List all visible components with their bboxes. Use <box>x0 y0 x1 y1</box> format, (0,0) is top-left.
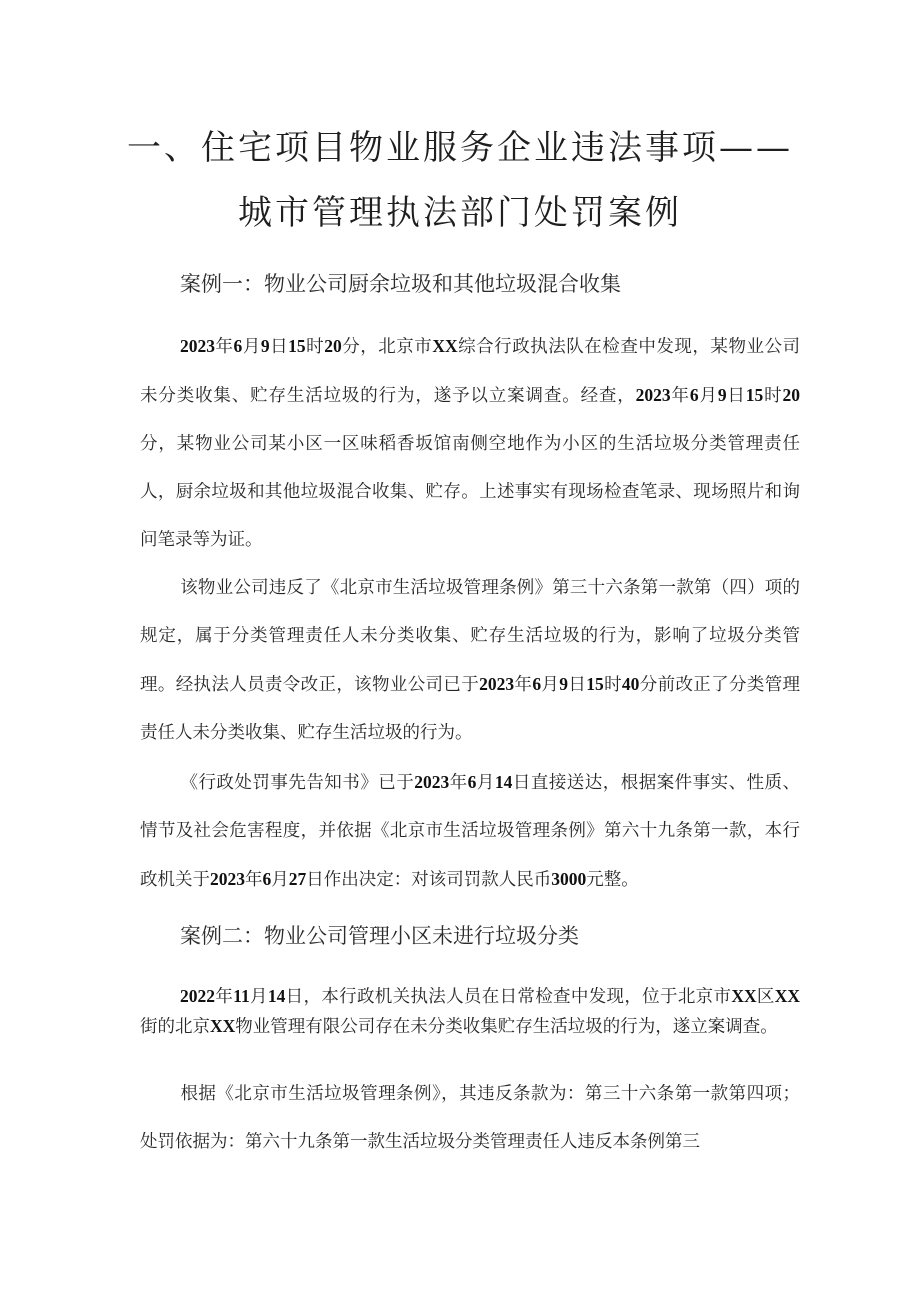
emphasized-number: 2023 <box>210 869 245 889</box>
emphasized-number: 2023 <box>180 336 215 356</box>
case-1-paragraph-2: 该物业公司违反了《北京市生活垃圾管理条例》第三十六条第一款第（四）项的规定，属于分类管理责任人未分类收集、贮存生活垃圾的行为，影响了垃圾分类管理。经执法人员责令改正，该物业公司已于2023年6月9日15时40分前改正了分类管理责任人未分类收集、贮存生活垃圾的行为。 <box>140 578 801 743</box>
emphasized-number: 11 <box>233 986 250 1006</box>
emphasized-number: 2023 <box>479 674 515 694</box>
emphasized-number: 6 <box>532 674 542 694</box>
case-1-heading: 案例一：物业公司厨余垃圾和其他垃圾混合收集 <box>180 272 621 296</box>
emphasized-number: 2023 <box>414 772 450 792</box>
case-2-heading: 案例二：物业公司管理小区未进行垃圾分类 <box>180 924 579 948</box>
emphasized-number: 6 <box>262 869 272 889</box>
case-1-paragraph-1: 2023年6月9日15时20分，北京市XX综合行政执法队在检查中发现，某物业公司未分类收集、贮存生活垃圾的行为，遂予以立案调查。经查，2023年6月9日15时20分，某物业公司某小区一区味稻香坂馆南侧空地作为小区的生活垃圾分类管理责任人，厨余垃圾和其他垃圾混合收集、贮存。上述事实有现场检查笔录、现场照片和询问笔录等为证。 <box>140 336 801 550</box>
emphasized-number: 2022 <box>180 986 215 1006</box>
emphasized-number: 15 <box>745 385 764 405</box>
emphasized-number: XX <box>774 986 801 1006</box>
document-title-line-2: 城市管理执法部门处罚案例 <box>238 193 682 233</box>
emphasized-number: 20 <box>324 336 342 356</box>
emphasized-number: 27 <box>288 869 307 889</box>
emphasized-number: 6 <box>233 336 243 356</box>
emphasized-number: XX <box>731 986 757 1006</box>
emphasized-number: 15 <box>288 336 306 356</box>
case-2-paragraph-2: 根据《北京市生活垃圾管理条例》，其违反条款为：第三十六条第一款第四项；处罚依据为：第六十九条第一款生活垃圾分类管理责任人违反本条例第三 <box>140 1084 800 1152</box>
case-1-paragraph-3: 《行政处罚事先告知书》已于2023年6月14日直接送达，根据案件事实、性质、情节及社会危害程度，并依据《北京市生活垃圾管理条例》第六十九条第一款，本行政机关于2023年6月27日作出决定：对该司罚款人民币3000元整。 <box>140 772 801 890</box>
emphasized-number: 9 <box>559 674 569 694</box>
emphasized-number: 6 <box>689 385 699 405</box>
emphasized-number: 2023 <box>635 385 671 405</box>
emphasized-number: 9 <box>717 385 727 405</box>
emphasized-number: XX <box>432 336 458 356</box>
emphasized-number: 6 <box>467 772 477 792</box>
document-title-line-1: 一、住宅项目物业服务企业违法事项—— <box>127 128 793 168</box>
emphasized-number: 3000 <box>551 869 587 889</box>
case-2-paragraph-1: 2022年11月14日，本行政机关执法人员在日常检查中发现，位于北京市XX区XX街的北京XX物业管理有限公司存在未分类收集贮存生活垃圾的行为，遂立案调查。 <box>140 986 801 1037</box>
emphasized-number: XX <box>210 1016 236 1036</box>
emphasized-number: 14 <box>267 986 286 1006</box>
emphasized-number: 40 <box>621 674 640 694</box>
emphasized-number: 20 <box>782 385 801 405</box>
emphasized-number: 14 <box>494 772 513 792</box>
emphasized-number: 15 <box>586 674 604 694</box>
emphasized-number: 9 <box>260 336 270 356</box>
